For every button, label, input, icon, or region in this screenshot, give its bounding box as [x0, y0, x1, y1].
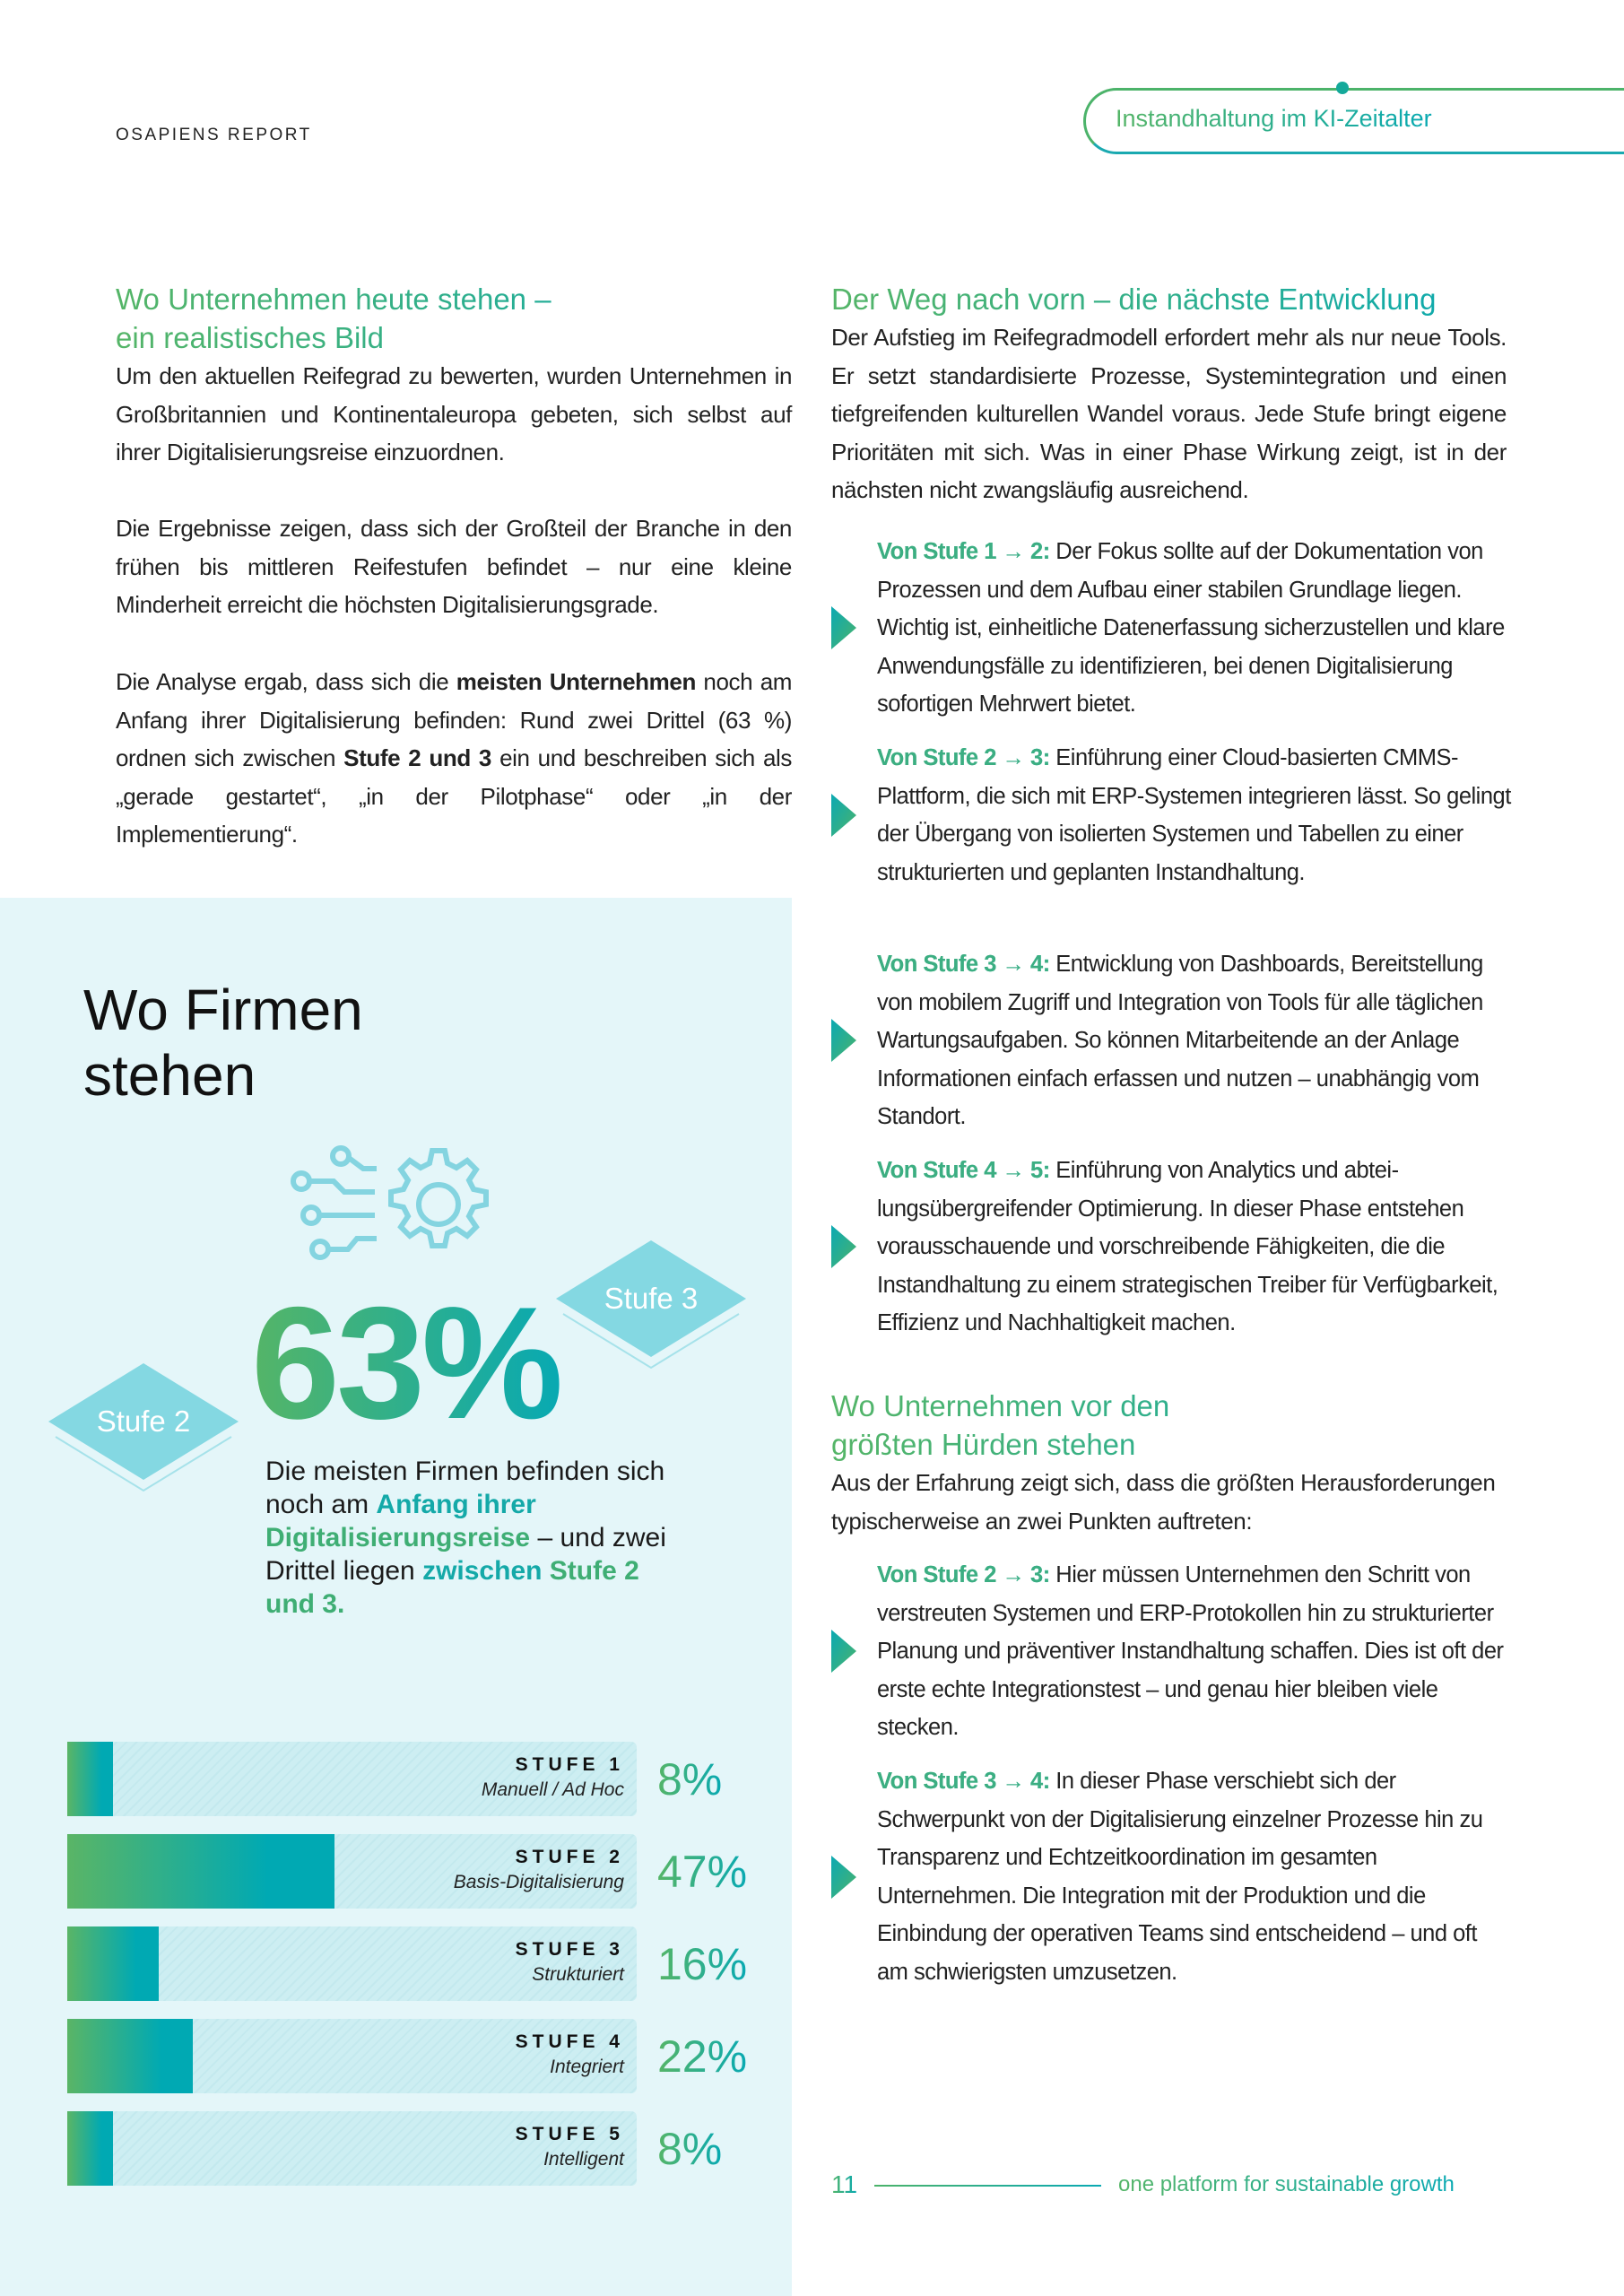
diamond-label: Stufe 2	[96, 1405, 191, 1438]
bar-subtitle: Intelligent	[543, 2149, 624, 2170]
stage-step-item	[831, 945, 1513, 1136]
bar-fill	[67, 1926, 159, 2001]
bar-track	[67, 2111, 637, 2186]
digital-gear-icon	[287, 1144, 495, 1265]
stage-step-item	[831, 1556, 1513, 1747]
triangle-marker-icon	[831, 1630, 856, 1673]
bar-category: STUFE 2	[515, 1847, 624, 1867]
bar-subtitle: Integriert	[550, 2057, 624, 2077]
diamond-label: Stufe 3	[604, 1282, 699, 1315]
step-text: Hier müssen Unternehmen den Schritt von verstreuten Systemen und ERP-Protokollen hin zu strukturierter Planung und präventiver Instandhaltung schaffen. Dies ist oft der erste echte Integrationstest – und genau hier bleiben viele stecken.	[877, 1562, 1504, 1740]
triangle-marker-icon	[831, 1856, 856, 1899]
page-number: 11	[831, 2170, 858, 2198]
bar-track	[67, 2019, 637, 2093]
step-text: Einführung von Analytics und abteilungsübergreifender Optimierung. In dieser Phase entstehen vorausschauende und vorschreibende Fähigkeiten, die die Instandhaltung zu einem strategischen Treiber für Verfügbarkeit, Effizienz und Nachhaltigkeit machen.	[877, 1158, 1498, 1335]
tab-dot	[1336, 82, 1349, 94]
step-text: Entwicklung von Dashboards, Bereitstellung von mobilem Zugriff und Integration von Tools für alle täglichen Wartungsaufgaben. So können Mitarbeitende an der Anlage Informationen einfach erfassen und nutzen – unabhängig vom Standort.	[877, 952, 1483, 1129]
right-heading-2: Wo Unternehmen vor den größten Hürden stehen	[831, 1387, 1507, 1464]
bar-value-label: 47%	[657, 1847, 748, 1897]
bar-fill	[67, 2111, 113, 2186]
right-paragraph-1: Der Aufstieg im Reifegradmodell erfordert mehr als nur neue Tools. Er setzt standardisierte Prozesse, Systemintegration und einen tiefgreifenden kulturellen Wandel voraus. Jede Stufe bringt eigene Prioritäten mit sich. Was in einer Phase Wirkung zeigt, ist in der nächsten nicht zwangsläufig ausreichend.	[831, 324, 1507, 503]
triangle-marker-icon	[831, 1225, 856, 1268]
diamond-stufe-2	[47, 1363, 240, 1498]
stage-step-item	[831, 1152, 1513, 1343]
bar-subtitle: Basis-Digitalisierung	[453, 1872, 624, 1892]
right-heading: Der Weg nach vorn – die nächste Entwicklung	[831, 280, 1507, 318]
bar-track	[67, 1834, 637, 1909]
stage-step-item	[831, 533, 1513, 724]
step-lead: Von Stufe 2 → 3:	[877, 1562, 1050, 1587]
bar-category: STUFE 4	[515, 2031, 624, 2052]
bar-subtitle: Strukturiert	[532, 1964, 624, 1985]
bar-value-label: 8%	[657, 1754, 723, 1805]
report-brand: OSAPIENS REPORT	[116, 126, 312, 144]
bar-value-label: 22%	[657, 2031, 748, 2082]
stage-step-item	[831, 739, 1513, 891]
step-lead: Von Stufe 3 → 4:	[877, 1769, 1050, 1794]
left-paragraph-1: Um den aktuellen Reifegrad zu bewerten, wurden Unternehmen in Großbritannien und Kontinentaleuropa gebeten, sich selbst auf ihrer Digitalisierungsreise einzuordnen.	[116, 362, 792, 465]
bar-category: STUFE 5	[515, 2124, 624, 2144]
step-text: Einführung einer Cloud-basierten CMMS-Plattform, die sich mit ERP-Systemen integrieren lässt. So gelingt der Übergang von isolierten Systemen und Tabellen zu einer strukturierten und geplanten Instandhaltung.	[877, 745, 1511, 885]
step-lead: Von Stufe 2 → 3:	[877, 745, 1050, 770]
triangle-marker-icon	[831, 606, 856, 649]
step-text: Der Fokus sollte auf der Dokumentation von Prozessen und dem Aufbau einer stabilen Grundlage liegen. Wichtig ist, einheitliche Datenerfassung sicherzustellen und klare Anwendungsfälle zu identifizieren, bei denen Digitalisierung sofortigen Mehrwert bietet.	[877, 539, 1505, 717]
stage-step-item	[831, 1762, 1513, 1991]
bar-fill	[67, 1834, 334, 1909]
bar-category: STUFE 1	[515, 1754, 624, 1775]
step-lead: Von Stufe 1 → 2:	[877, 539, 1050, 564]
bar-category: STUFE 3	[515, 1939, 624, 1960]
step-lead: Von Stufe 3 → 4:	[877, 952, 1050, 977]
bar-fill	[67, 1742, 113, 1816]
left-paragraph-2: Die Ergebnisse zeigen, dass sich der Großteil der Branche in den frühen bis mittleren Reifestufen befindet – nur eine kleine Minderheit erreicht die höchsten Digitalisierungsgrade.	[116, 515, 792, 618]
heading-line: ein realistisches Bild	[116, 321, 384, 354]
diamond-stufe-3	[554, 1240, 748, 1375]
step-lead: Von Stufe 4 → 5:	[877, 1158, 1050, 1183]
big-stat: 63%	[251, 1274, 560, 1452]
right-paragraph-2: Aus der Erfahrung zeigt sich, dass die größten Herausforderungen typischerweise an zwei Punkten auftreten:	[831, 1469, 1496, 1535]
bar-subtitle: Manuell / Ad Hoc	[481, 1779, 624, 1800]
bar-fill	[67, 2019, 193, 2093]
left-heading	[116, 280, 792, 357]
footer-divider	[874, 2185, 1101, 2187]
bar-value-label: 8%	[657, 2124, 723, 2174]
bar-value-label: 16%	[657, 1939, 748, 1989]
footer-tagline: one platform for sustainable growth	[1118, 2172, 1455, 2196]
left-paragraph-3: Die Analyse ergab, dass sich die meisten Unternehmen noch am Anfang ihrer Digitalisierung befinden: Rund zwei Drittel (63 %) ordnen sich zwischen Stufe 2 und 3 ein und beschreiben sich als „gerade gestartet“, „in der Pilotphase“ oder „in der Implementierung“.	[116, 668, 793, 848]
section-tab-label: Instandhaltung im KI-Zeitalter	[1116, 105, 1432, 132]
panel-text: Die meisten Firmen befinden sich noch am Anfang ihrer Digitalisierungsreise – und zwei Drittel liegen zwischen Stufe 2 und 3.	[265, 1457, 666, 1619]
triangle-marker-icon	[831, 794, 856, 837]
triangle-marker-icon	[831, 1019, 856, 1062]
bar-track	[67, 1742, 637, 1816]
step-text: In dieser Phase verschiebt sich der Schwerpunkt von der Digitalisierung einzelner Prozesse hin zu Transparenz und Echtzeitkoordination im gesamten Unternehmen. Die Integration mit der Produktion und die Einbindung der operativen Teams sind entscheidend – und oft am schwierigsten umzusetzen.	[877, 1769, 1483, 1985]
heading-line: Wo Unternehmen heute stehen –	[116, 283, 551, 316]
bar-track	[67, 1926, 637, 2001]
panel-title: Wo Firmen stehen	[83, 978, 363, 1108]
